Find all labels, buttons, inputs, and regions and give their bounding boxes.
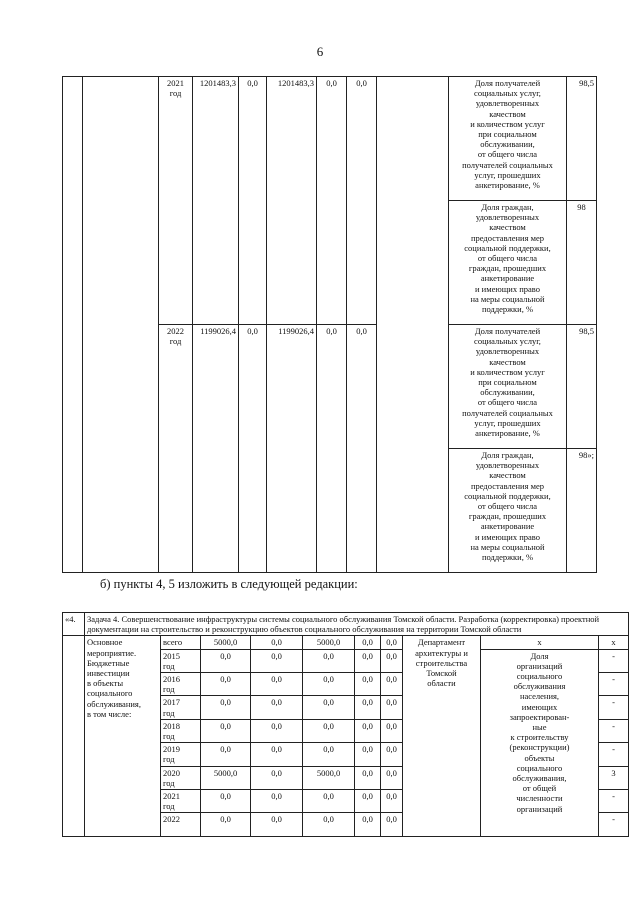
table-row	[63, 636, 629, 649]
year-cell: 2021 год	[159, 77, 193, 325]
amount-regional: 0,0	[303, 813, 355, 837]
page-number: 6	[316, 44, 324, 59]
amount-total: 0,0	[201, 790, 251, 813]
indicator-value: 3	[599, 766, 629, 789]
amount-federal: 0,0	[251, 743, 303, 766]
indicator-value: -	[599, 696, 629, 719]
indicator-value: -	[599, 673, 629, 696]
amount-total: 5000,0	[201, 766, 251, 789]
measures-table	[62, 612, 629, 837]
empty-cell	[63, 636, 85, 837]
period-cell: 2015 год	[161, 649, 201, 672]
amount-total: 5000,0	[201, 636, 251, 649]
amount-other: 0,0	[381, 696, 403, 719]
amount-municipal: 0,0	[355, 636, 381, 649]
amount-municipal: 0,0	[355, 719, 381, 742]
amount-other: 0,0	[381, 636, 403, 649]
indicator-value: 98	[567, 201, 597, 325]
amount-municipal: 0,0	[355, 743, 381, 766]
empty-cell	[377, 77, 449, 573]
indicator-text: Доля граждан, удовлетворенных качеством предоставления мер социальной поддержки, от общего числа граждан, прошедших анкетирование и имеющих право на меры социальной поддержки, %	[449, 201, 567, 325]
section-instruction: б) пункты 4, 5 изложить в следующей редакции:	[100, 577, 358, 591]
indicator-value: -	[599, 743, 629, 766]
executor-cell: Департамент архитектуры и строительства Томской области	[403, 636, 481, 837]
amount-regional: 0,0	[303, 790, 355, 813]
amount-municipal: 0,0	[355, 790, 381, 813]
amount-municipal: 0,0	[355, 813, 381, 837]
amount-total: 0,0	[201, 649, 251, 672]
amount-federal: 0,0	[251, 813, 303, 837]
amount-other: 0,0	[381, 673, 403, 696]
amount-total: 0,0	[201, 813, 251, 837]
amount-regional: 0,0	[303, 696, 355, 719]
period-cell: 2020 год	[161, 766, 201, 789]
amount-regional: 1199026,4	[267, 325, 317, 573]
amount-regional: 0,0	[303, 719, 355, 742]
amount-other: 0,0	[381, 766, 403, 789]
amount-municipal: 0,0	[355, 766, 381, 789]
amount-federal: 0,0	[251, 790, 303, 813]
amount-other: 0,0	[381, 743, 403, 766]
amount-municipal: 0,0	[317, 77, 347, 325]
amount-municipal: 0,0	[355, 649, 381, 672]
indicator-text: Доля граждан, удовлетворенных качеством предоставления мер социальной поддержки, от общего числа граждан, прошедших анкетирование и имеющих право на меры социальной поддержки, %	[449, 449, 567, 573]
indicator-value: 98,5	[567, 325, 597, 449]
amount-other: 0,0	[381, 719, 403, 742]
continuation-table	[62, 76, 597, 573]
indicator-value: -	[599, 790, 629, 813]
x-cell: х	[481, 636, 599, 649]
period-cell: 2022	[161, 813, 201, 837]
indicator-value: -	[599, 719, 629, 742]
task-number: «4.	[63, 613, 85, 636]
indicator-value: -	[599, 813, 629, 837]
amount-regional: 0,0	[303, 649, 355, 672]
indicator-text: Доля получателей социальных услуг, удовлетворенных качеством и количеством услуг при социальном обслуживании, от общего числа получателей социальных услуг, прошедших анкетирование, %	[449, 325, 567, 449]
amount-other: 0,0	[381, 813, 403, 837]
amount-total: 0,0	[201, 696, 251, 719]
amount-other: 0,0	[381, 790, 403, 813]
amount-other: 0,0	[381, 649, 403, 672]
amount-total: 0,0	[201, 719, 251, 742]
amount-federal: 0,0	[239, 325, 267, 573]
amount-federal: 0,0	[251, 636, 303, 649]
amount-total: 1201483,3	[193, 77, 239, 325]
amount-municipal: 0,0	[317, 325, 347, 573]
empty-cell	[63, 77, 83, 573]
period-cell: 2018 год	[161, 719, 201, 742]
amount-municipal: 0,0	[355, 673, 381, 696]
indicator-value: -	[599, 649, 629, 672]
indicator-text: Доля получателей социальных услуг, удовлетворенных качеством и количеством услуг при социальном обслуживании, от общего числа получателей социальных услуг, прошедших анкетирование, %	[449, 77, 567, 201]
period-cell: 2017 год	[161, 696, 201, 719]
amount-regional: 0,0	[303, 743, 355, 766]
measure-name: Основное мероприятие. Бюджетные инвестиции в объекты социального обслуживания, в том числе:	[85, 636, 161, 837]
empty-cell	[83, 77, 159, 573]
period-cell: всего	[161, 636, 201, 649]
period-cell: 2019 год	[161, 743, 201, 766]
amount-other: 0,0	[347, 325, 377, 573]
amount-regional: 5000,0	[303, 766, 355, 789]
amount-total: 0,0	[201, 673, 251, 696]
amount-federal: 0,0	[251, 766, 303, 789]
period-cell: 2021 год	[161, 790, 201, 813]
period-cell: 2016 год	[161, 673, 201, 696]
amount-federal: 0,0	[251, 719, 303, 742]
amount-other: 0,0	[347, 77, 377, 325]
amount-federal: 0,0	[239, 77, 267, 325]
task-text: Задача 4. Совершенствование инфраструктуры системы социального обслуживания Томской области. Разработка (корректировка) проектной документации на строительство и реконструкцию объектов социального обслуживания на территории Томской области	[85, 613, 629, 636]
amount-regional: 0,0	[303, 673, 355, 696]
year-cell: 2022 год	[159, 325, 193, 573]
x-cell: х	[599, 636, 629, 649]
amount-total: 0,0	[201, 743, 251, 766]
amount-regional: 1201483,3	[267, 77, 317, 325]
task-row	[63, 613, 629, 636]
indicator-value: 98,5	[567, 77, 597, 201]
amount-total: 1199026,4	[193, 325, 239, 573]
amount-federal: 0,0	[251, 649, 303, 672]
amount-regional: 5000,0	[303, 636, 355, 649]
indicator-value: 98»;	[567, 449, 597, 573]
table-row	[63, 77, 597, 201]
amount-municipal: 0,0	[355, 696, 381, 719]
amount-federal: 0,0	[251, 673, 303, 696]
amount-federal: 0,0	[251, 696, 303, 719]
indicator-text: Доля организаций социального обслуживания населения, имеющих запроектирован- ные к строительству (реконструкции) объекты социального обслуживания, от общей численности организаций	[481, 649, 599, 837]
